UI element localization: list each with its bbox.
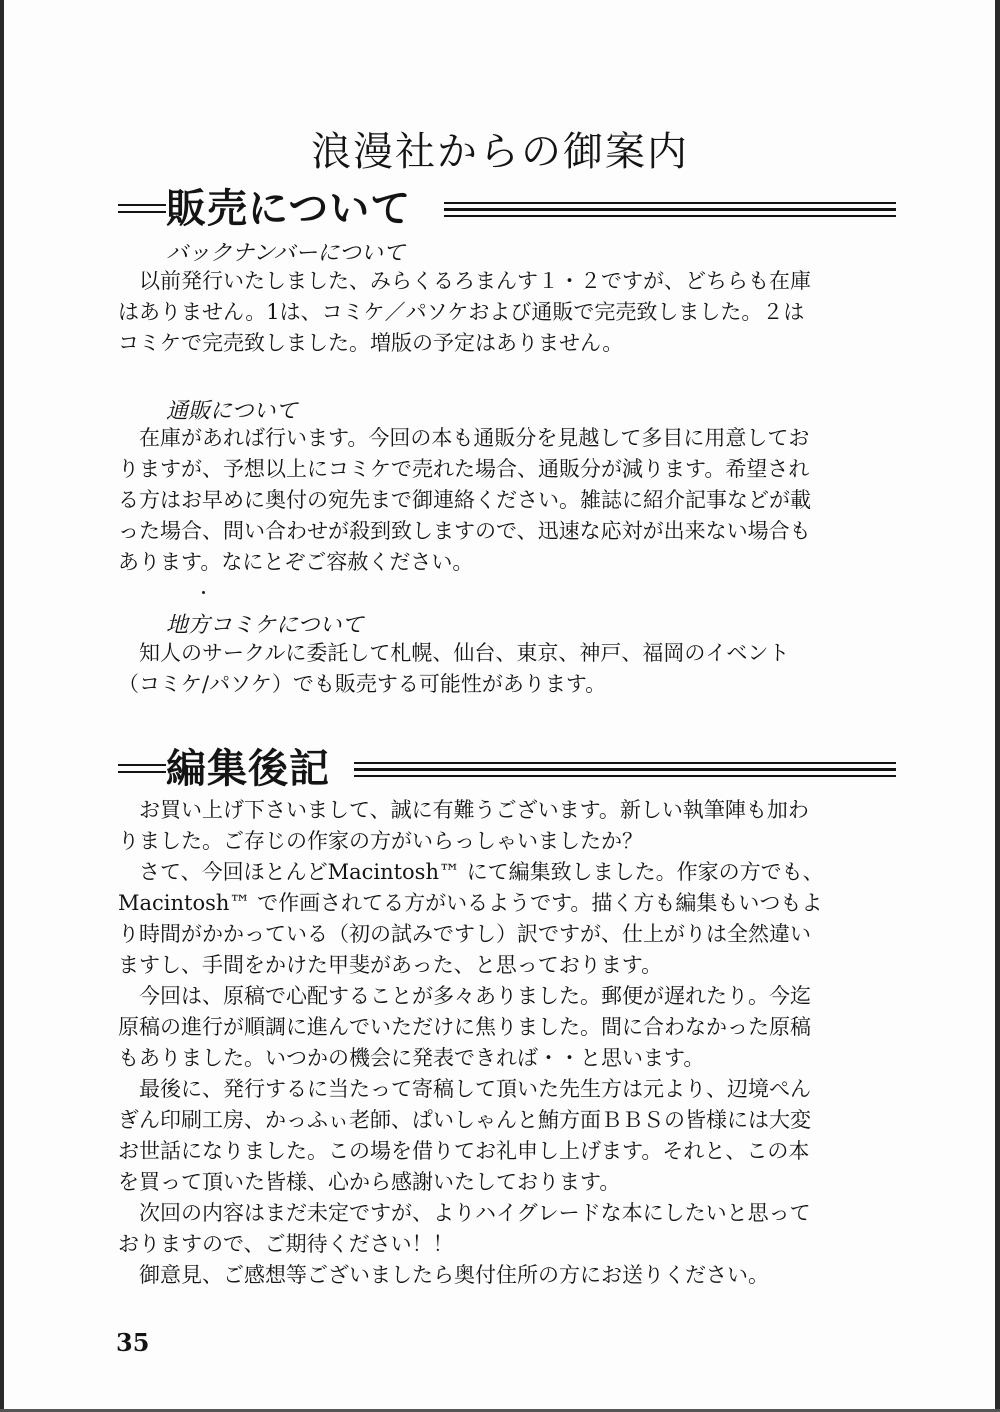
text-line: もありました。いつかの機会に発表できれば・・と思います。 [118,1046,705,1070]
text-line: Macintosh™ で作画されてる方がいるようです。描く方も編集もいつもよ [118,891,823,915]
text-line: コミケで完売致しました。増版の予定はありません。 [118,331,624,355]
afterword-paragraph [118,795,888,1291]
text-line: る方はお早めに奥付の宛先まで御連絡ください。雑誌に紹介記事などが載 [118,488,811,512]
sales-section-heading: 販売について [166,186,412,232]
header-lead-rule [118,186,166,232]
text-line: 原稿の進行が順調に進んでいただけに焦りました。間に合わなかった原稿 [118,1015,811,1039]
text-line: りました。ご存じの作家の方がいらっしゃいましたか？ [118,829,643,853]
page-title: 浪漫社からの御案内 [311,129,689,175]
text-line: ますし、手間をかけた甲斐があった、と思っております。 [118,953,663,977]
header-trailing-rules [444,186,896,232]
back-numbers-subtitle: バックナンバーについて [166,241,405,266]
page-number: 35 [116,1328,150,1357]
header-trailing-rules [354,746,896,792]
text-line: 御意見、ご感想等ございましたら奥付住所の方にお送りください。 [118,1263,769,1287]
regional-comike-subtitle: 地方コミケについて [166,613,364,638]
text-line: はありません。1は、コミケ／パソケおよび通販で完売致しました。２は [118,300,805,324]
text-line: 在庫があれば行います。今回の本も通販分を見越して多目に用意してお [118,426,810,450]
text-line: おりますので、ご期待ください！！ [118,1232,454,1256]
scan-edge-left [0,0,4,1412]
mail-order-subtitle: 通販について [166,399,298,424]
text-line: 今回は、原稿で心配することが多々ありました。郵便が遅れたり。今迄 [118,984,811,1008]
text-line: 次回の内容はまだ未定ですが、よりハイグレードな本にしたいと思って [118,1201,811,1225]
text-line: 最後に、発行するに当たって寄稿して頂いた先生方は元より、辺境ぺん [118,1077,811,1101]
text-line: りますが、予想以上にコミケで売れた場合、通販分が減ります。希望され [118,457,810,481]
afterword-section-heading: 編集後記 [166,746,330,792]
text-line: ぎん印刷工房、かっふぃ老師、ぱいしゃんと鮪方面ＢＢＳの皆様には大変 [118,1108,811,1132]
text-line: さて、今回ほとんどMacintosh™ にて編集致しました。作家の方でも、 [118,860,824,884]
text-line: り時間がかかっている（初の試みですし）訳ですが、仕上がりは全然違い [118,922,811,946]
regional-comike-paragraph [118,638,888,700]
afterword-section-header [118,746,896,792]
text-line: 以前発行いたしました、みらくるろまんす１・２ですが、どちらも在庫 [118,269,811,293]
text-line: お世話になりました。この場を借りてお礼申し上げます。それと、この本 [118,1139,810,1163]
text-line: 知人のサークルに委託して札幌、仙台、東京、神戸、福岡のイベント [118,641,790,665]
text-line: あります。なにとぞご容赦ください。 [118,550,474,574]
sales-section-header [118,186,896,232]
text-line: （コミケ/パソケ）でも販売する可能性があります。 [118,672,607,696]
text-line: お買い上げ下さいまして、誠に有難うございます。新しい執筆陣も加わ [118,798,809,822]
scan-edge-right [995,0,1000,1412]
text-line: った場合、問い合わせが殺到致しますので、迅速な応対が出来ない場合も [118,519,811,543]
mail-order-paragraph [118,423,888,578]
header-lead-rule [118,746,166,792]
back-numbers-paragraph [118,266,888,359]
text-line: を買って頂いた皆様、心から感謝いたしております。 [118,1170,621,1194]
stray-mark [202,591,205,594]
